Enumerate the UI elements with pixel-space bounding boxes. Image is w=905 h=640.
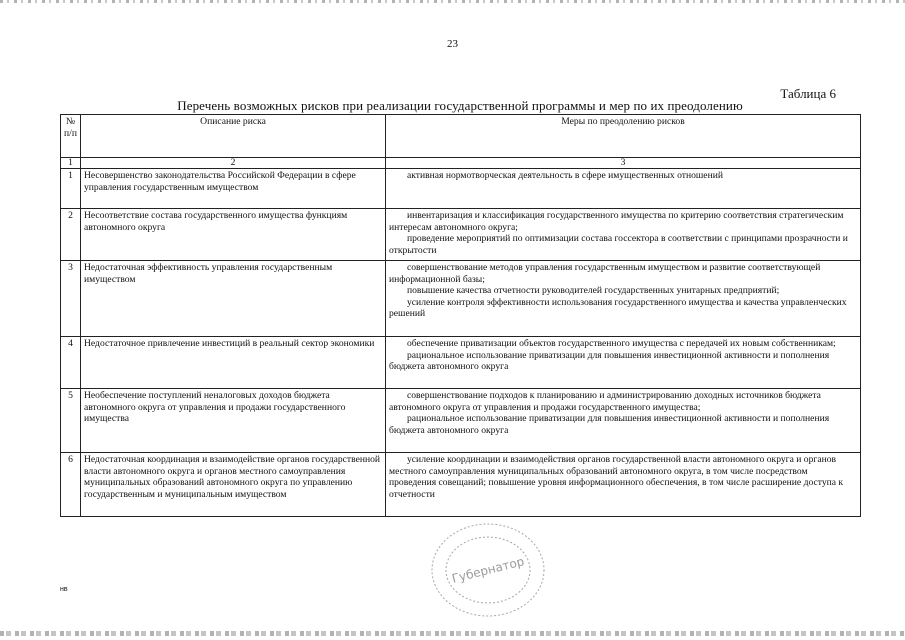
measure-item: рациональное использование приватизации для повышения инвестиционной активности и пополнения бюджета автономного округа	[389, 413, 830, 436]
row-number: 1	[61, 169, 81, 209]
footer-code: нв	[60, 586, 68, 593]
measure-item: совершенствование методов управления государственным имуществом и развитие соответствующей информационной базы;	[389, 262, 821, 285]
table-label: Таблица 6	[780, 86, 836, 101]
scan-edge-bottom	[0, 631, 905, 636]
row-number: 2	[61, 209, 81, 261]
table-row	[61, 209, 861, 261]
risk-description: Недостаточная эффективность управления государственным имуществом	[81, 261, 386, 337]
table-row	[61, 337, 861, 389]
measure-item: повышение качества отчетности руководителей государственных унитарных предприятий;	[407, 285, 780, 297]
risk-measures	[386, 389, 861, 453]
header-num: № п/п	[61, 115, 81, 158]
measure-item: усиление контроля эффективности использования государственного имущества и качества управленческих решений	[389, 296, 847, 320]
column-index-row	[61, 158, 861, 169]
risk-description: Необеспечение поступлений неналоговых доходов бюджета автономного округа от управления и продажи государственного имущества	[81, 389, 386, 453]
official-seal-stamp	[424, 512, 554, 622]
risk-measures	[386, 169, 861, 209]
page-number: 23	[447, 38, 458, 50]
measure-item: проведение мероприятий по оптимизации состава госсектора в соответствии с принципами прозрачности и открытости	[389, 233, 848, 256]
measure-item: инвентаризация и классификация государственного имущества по критерию соответствия стратегическим интересам автономного округа;	[389, 210, 844, 233]
measure-item: рациональное использование приватизации для повышения инвестиционной активности и пополнения бюджета автономного округа	[389, 349, 830, 373]
header-description: Описание риска	[81, 115, 386, 158]
header-measures: Меры по преодолению рисков	[386, 115, 861, 158]
row-number: 5	[61, 389, 81, 453]
row-number: 6	[61, 453, 81, 517]
risk-description: Недостаточная координация и взаимодействие органов государственной власти автономного округа и органов местного самоуправления муниципальных образований автономного округа по управлению государственным и муниципальным имуществом	[81, 453, 386, 517]
column-index-2: 2	[81, 158, 386, 169]
table-row	[61, 261, 861, 337]
measure-item: совершенствование подходов к планированию и администрированию доходных источников бюджета автономного округа от управления и продажи государственного имущества;	[389, 390, 821, 413]
page-title: Перечень возможных рисков при реализации государственной программы и мер по их преодолению	[177, 98, 743, 113]
table-row	[61, 169, 861, 209]
risk-table	[60, 114, 861, 517]
column-index-3: 3	[386, 158, 861, 169]
risk-measures	[386, 453, 861, 517]
measure-item: активная нормотворческая деятельность в сфере имущественных отношений	[407, 170, 723, 181]
scan-edge-top	[0, 0, 905, 3]
table-row	[61, 389, 861, 453]
row-number: 4	[61, 337, 81, 389]
risk-measures	[386, 209, 861, 261]
risk-measures	[386, 337, 861, 389]
stamp-text: Губернатор	[450, 554, 526, 586]
table-header-row	[61, 115, 861, 158]
row-number: 3	[61, 261, 81, 337]
table-row	[61, 453, 861, 517]
risk-measures	[386, 261, 861, 337]
risk-description: Недостаточное привлечение инвестиций в реальный сектор экономики	[81, 337, 386, 389]
measure-item: усиление координации и взаимодействия органов государственной власти автономного округа и органов местного самоуправления муниципальных образований автономного округа, в том числе посредством проведения совещаний; повышение уровня информационного обеспечения, в том числе расширение доступа к отчетности	[389, 454, 844, 500]
measure-item: обеспечение приватизации объектов государственного имущества с передачей их новым собственникам;	[407, 338, 836, 349]
risk-description: Несоответствие состава государственного имущества функциям автономного округа	[81, 209, 386, 261]
column-index-1: 1	[61, 158, 81, 169]
risk-description: Несовершенство законодательства Российской Федерации в сфере управления государственным имуществом	[81, 169, 386, 209]
